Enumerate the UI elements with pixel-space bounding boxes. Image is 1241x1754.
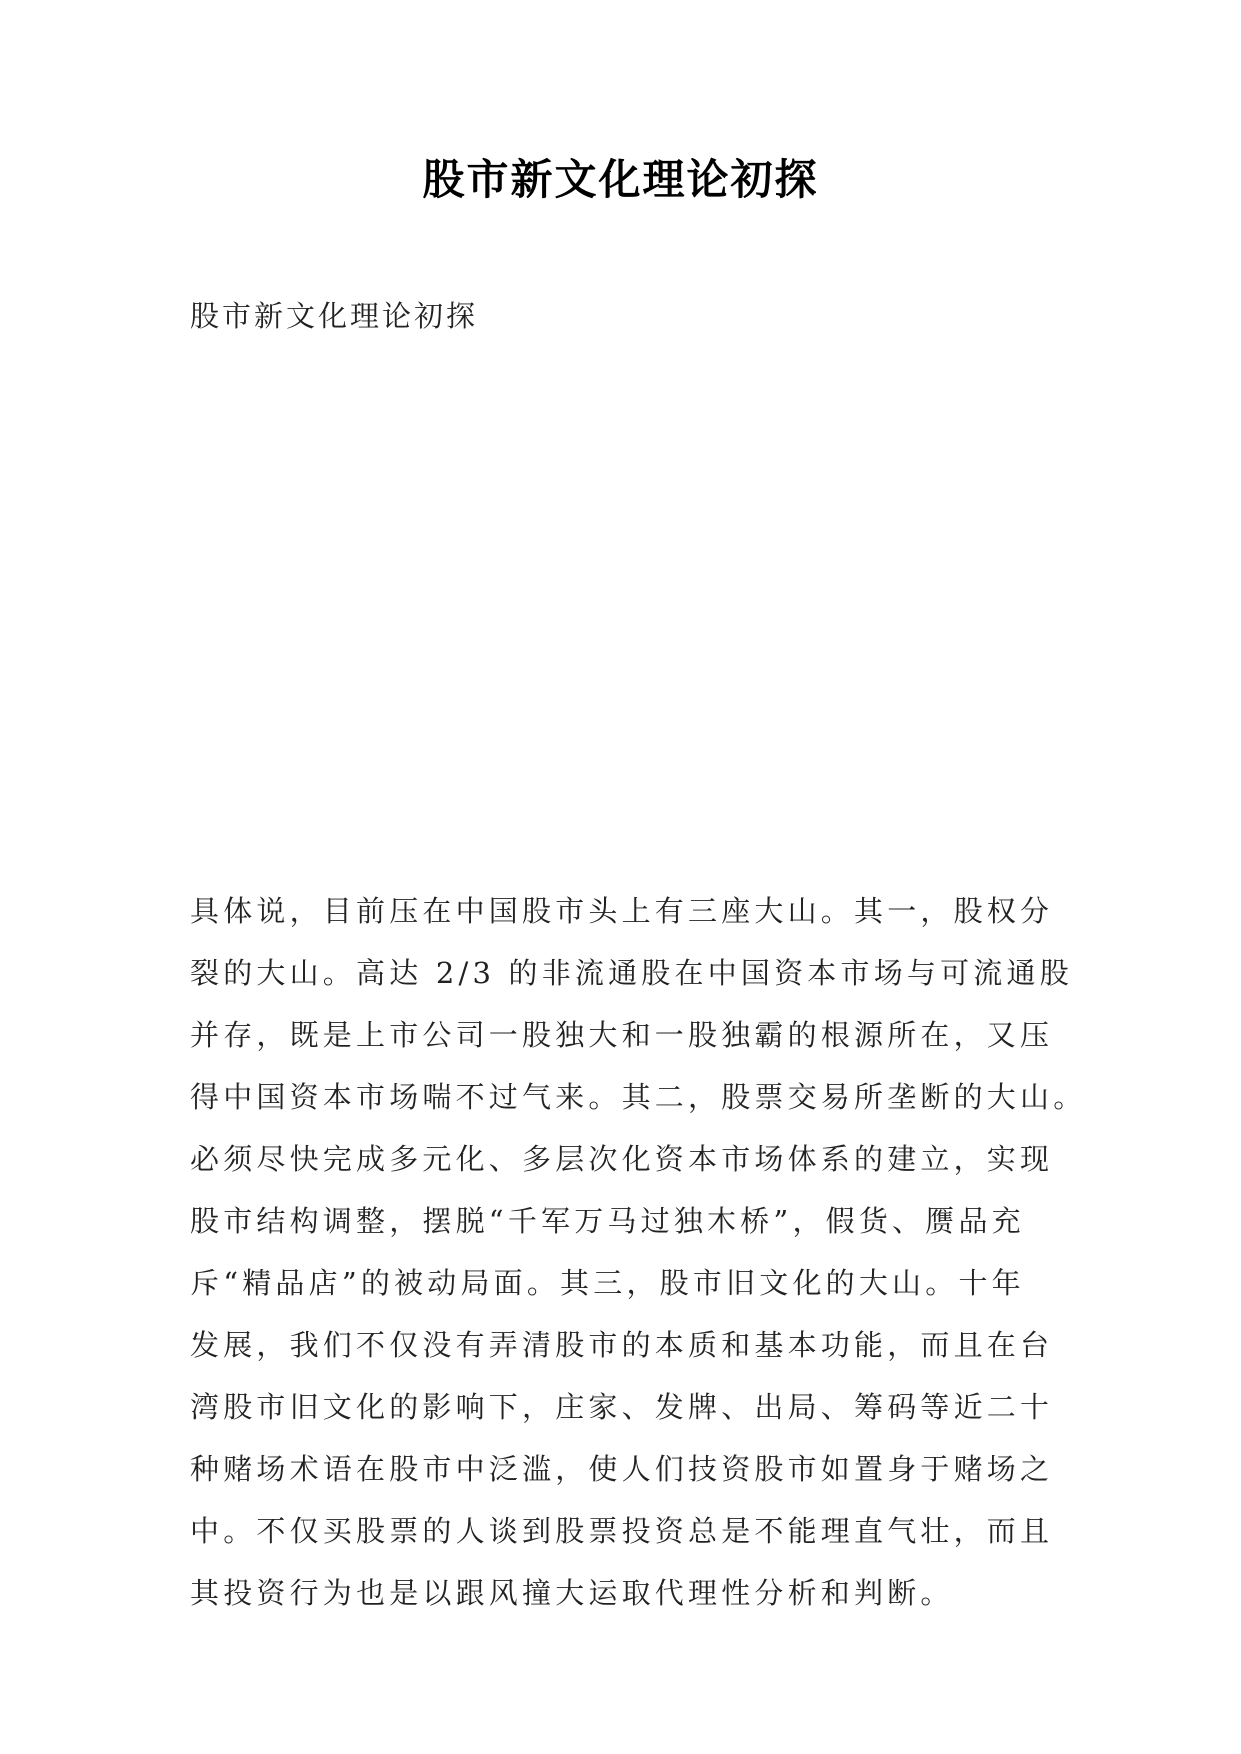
body-line: 股市结构调整，摆脱“千军万马过独木桥”，假货、赝品充 [190,1204,1025,1238]
body-line: 具体说，目前压在中国股市头上有三座大山。其一，股权分 [190,894,1054,928]
body-line: 中。不仅买股票的人谈到股票投资总是不能理直气壮，而且 [190,1514,1054,1548]
body-line: 发展，我们不仅没有弄清股市的本质和基本功能，而且在台 [190,1328,1054,1362]
body-line: 得中国资本市场喘不过气来。其二，股票交易所垄断的大山。 [190,1080,1087,1114]
document-body [190,880,1087,1624]
body-line: 并存，既是上市公司一股独大和一股独霸的根源所在，又压 [190,1018,1054,1052]
document-title: 股市新文化理论初探 [422,155,819,204]
body-line: 裂的大山。高达 2/3 的非流通股在中国资本市场与可流通股 [190,956,1073,990]
document-subtitle: 股市新文化理论初探 [190,299,479,333]
body-line: 斥“精品店”的被动局面。其三，股市旧文化的大山。十年 [190,1266,1025,1300]
body-line: 湾股市旧文化的影响下，庄家、发牌、出局、筹码等近二十 [190,1390,1054,1424]
body-line: 必须尽快完成多元化、多层次化资本市场体系的建立，实现 [190,1142,1054,1176]
body-line: 种赌场术语在股市中泛滥，使人们技资股市如置身于赌场之 [190,1452,1054,1486]
body-line: 其投资行为也是以跟风撞大运取代理性分析和判断。 [190,1576,954,1610]
